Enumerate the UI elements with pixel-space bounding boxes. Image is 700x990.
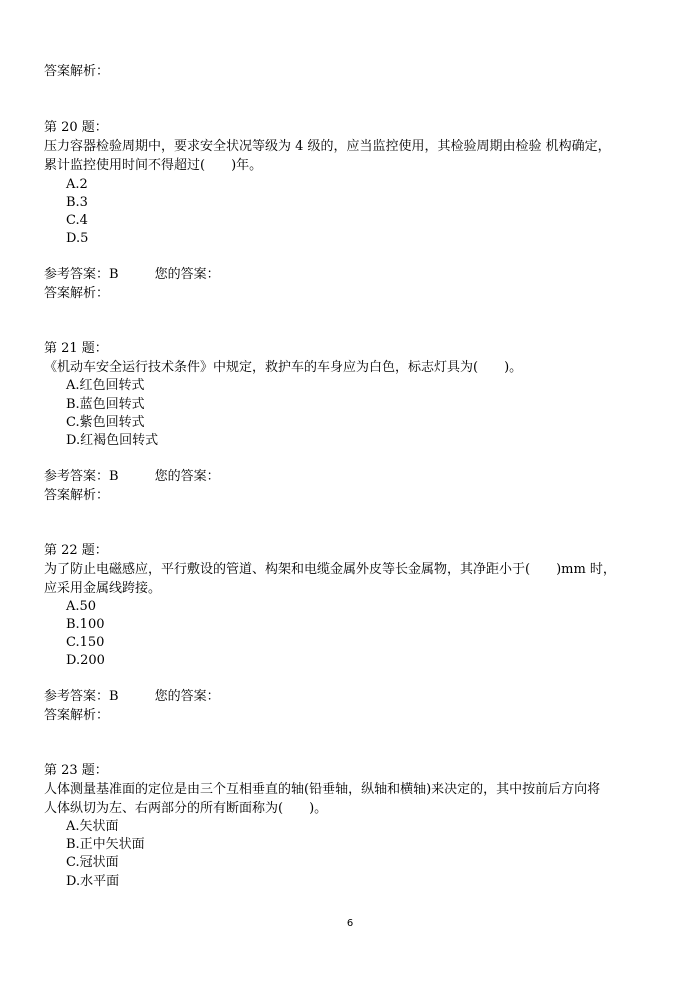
question-number: 第 22 题： <box>44 543 108 558</box>
question-stem-line: 人体测量基准面的定位是由三个互相垂直的轴(铅垂轴，纵轴和横轴)来决定的，其中按前后方向将 <box>44 782 601 797</box>
option-b: B.正中矢状面 <box>66 837 145 852</box>
option-a: A.2 <box>66 177 88 192</box>
reference-answer-value: B <box>109 469 119 484</box>
reference-answer-value: B <box>109 689 119 704</box>
option-d: D.200 <box>66 653 105 668</box>
option-a: A.红色回转式 <box>66 378 145 393</box>
reference-answer-value: B <box>109 267 119 282</box>
question-number: 第 23 题： <box>44 763 108 778</box>
option-c: C.4 <box>66 213 88 228</box>
answer-row <box>44 687 220 706</box>
option-a: A.矢状面 <box>66 819 119 834</box>
your-answer-label: 您的答案： <box>154 267 220 282</box>
question-stem-line: 压力容器检验周期中，要求安全状况等级为 4 级的，应当监控使用，其检验周期由检验 机构确定， <box>44 139 611 154</box>
reference-answer-label: 参考答案： <box>44 267 110 282</box>
option-c: C.150 <box>66 635 105 650</box>
option-c: C.冠状面 <box>66 855 119 870</box>
question-stem-line: 应采用金属线跨接。 <box>44 581 162 596</box>
reference-answer-label: 参考答案： <box>44 469 110 484</box>
question-stem-line: 累计监控使用时间不得超过( )年。 <box>44 158 263 173</box>
answer-row <box>44 467 220 486</box>
option-a: A.50 <box>66 599 97 614</box>
option-c: C.紫色回转式 <box>66 415 145 430</box>
reference-answer-label: 参考答案： <box>44 689 110 704</box>
answer-analysis-label: 答案解析： <box>44 64 110 79</box>
question-stem-line: 《机动车安全运行技术条件》中规定，救护车的车身应为白色，标志灯具为( )。 <box>44 360 523 375</box>
option-d: D.水平面 <box>66 874 120 889</box>
your-answer-label: 您的答案： <box>154 469 220 484</box>
question-number: 第 20 题： <box>44 120 108 135</box>
question-number: 第 21 题： <box>44 341 108 356</box>
option-d: D.红褐色回转式 <box>66 433 159 448</box>
option-d: D.5 <box>66 231 89 246</box>
answer-analysis-label: 答案解析： <box>44 488 110 503</box>
answer-row <box>44 265 220 284</box>
your-answer-label: 您的答案： <box>154 689 220 704</box>
option-b: B.100 <box>66 617 105 632</box>
page-number: 6 <box>346 918 354 929</box>
question-stem-line: 为了防止电磁感应，平行敷设的管道、构架和电缆金属外皮等长金属物，其净距小于( )mm 时， <box>44 562 616 577</box>
option-b: B.3 <box>66 195 88 210</box>
question-stem-line: 人体纵切为左、右两部分的所有断面称为( )。 <box>44 801 328 816</box>
option-b: B.蓝色回转式 <box>66 397 145 412</box>
answer-analysis-label: 答案解析： <box>44 708 110 723</box>
answer-analysis-label: 答案解析： <box>44 286 110 301</box>
